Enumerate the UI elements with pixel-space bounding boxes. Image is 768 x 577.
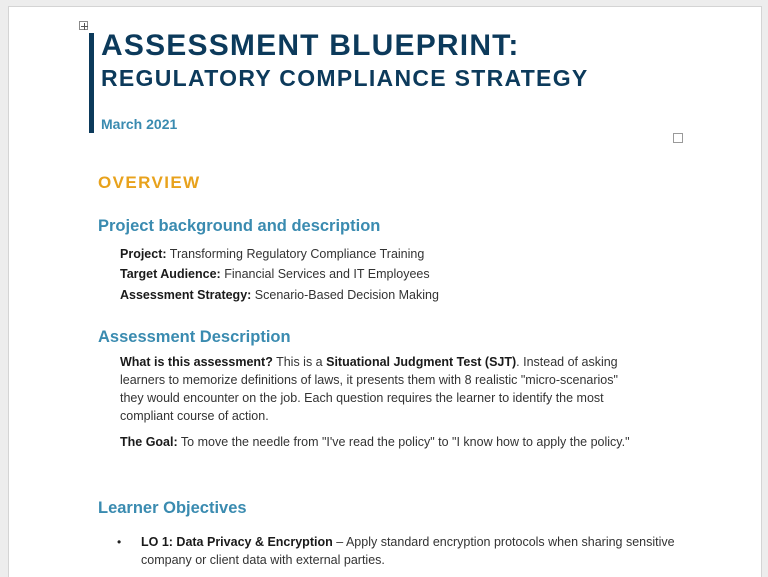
assessment-strategy-label: Assessment Strategy: <box>120 288 252 302</box>
target-audience-row <box>120 266 430 282</box>
target-audience-value: Financial Services and IT Employees <box>224 267 430 281</box>
objective-label: LO 1: Data Privacy & Encryption <box>141 535 333 549</box>
table-move-handle-icon[interactable] <box>79 21 88 30</box>
assessment-strategy-row <box>120 287 439 303</box>
document-page <box>8 6 762 577</box>
project-value: Transforming Regulatory Compliance Training <box>169 247 425 261</box>
learner-objectives-heading: Learner Objectives <box>98 499 247 517</box>
document-title-line1: ASSESSMENT BLUEPRINT: <box>101 29 520 62</box>
objective-description: – Apply standard encryption protocols when sharing sensitive company or client data with external parties. <box>141 535 675 567</box>
document-date: March 2021 <box>101 116 178 132</box>
table-resize-handle-icon[interactable] <box>673 133 683 143</box>
what-is-label: What is this assessment? <box>120 355 273 369</box>
project-background-heading: Project background and description <box>98 217 381 235</box>
target-audience-label: Target Audience: <box>120 267 221 281</box>
project-label: Project: <box>120 247 167 261</box>
project-row <box>120 246 424 262</box>
sjt-term: Situational Judgment Test (SJT) <box>326 355 517 369</box>
title-accent-bar <box>89 33 94 133</box>
document-title-line2: REGULATORY COMPLIANCE STRATEGY <box>101 65 589 91</box>
what-is-text-b: . Instead of asking learners to memorize definitions of laws, it presents them with 8 realistic "micro-scenarios" they would encounter on the job. Each question requires the learner to identify the most compliant course of action. <box>120 355 618 423</box>
goal-paragraph <box>120 433 630 451</box>
assessment-strategy-value: Scenario-Based Decision Making <box>254 288 439 302</box>
assessment-description-heading: Assessment Description <box>98 328 291 346</box>
assessment-description-paragraph <box>120 353 630 425</box>
what-is-text-a: This is a <box>276 355 323 369</box>
objective-text <box>141 533 681 569</box>
goal-text: To move the needle from "I've read the policy" to "I know how to apply the policy." <box>180 435 630 449</box>
bullet-icon: • <box>117 535 122 549</box>
overview-heading: OVERVIEW <box>98 173 201 192</box>
goal-label: The Goal: <box>120 435 178 449</box>
